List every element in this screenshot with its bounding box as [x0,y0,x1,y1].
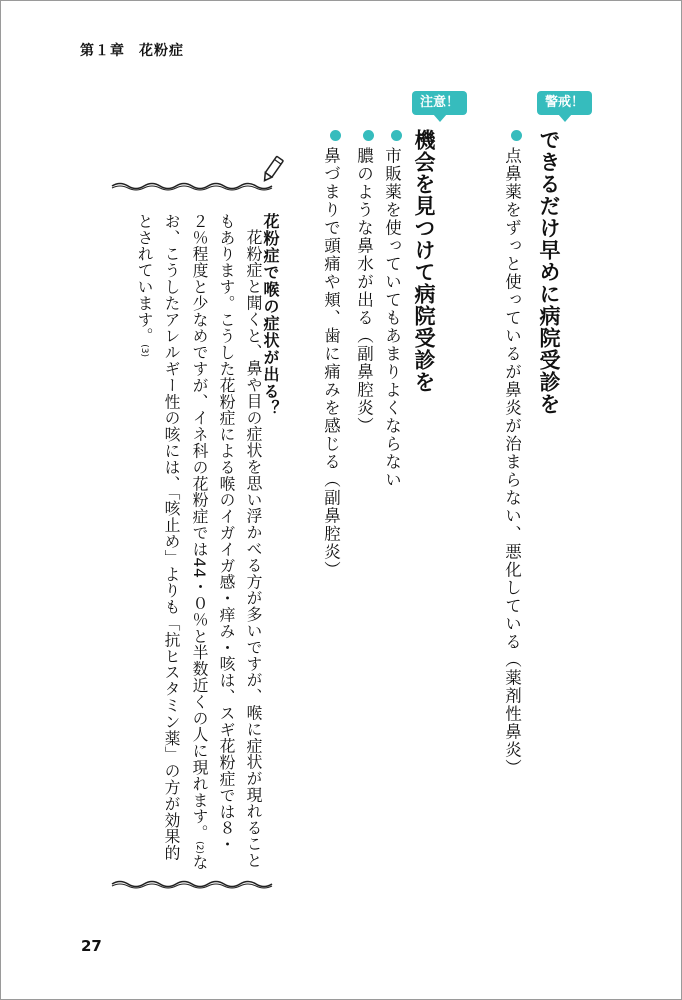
page-number: 27 [81,937,102,955]
bullet-dot-icon [391,130,402,141]
note-paragraph: 花粉症と聞くと、鼻や目の症状を思い浮かべる方が多いですが、喉に症状が現れることもあります。こうした花粉症による喉のイガイガ感・痒み・咳は、スギ花粉症では８・２％程度と少なめですが、イネ科の花粉症では44・０％と半数近くの人に現れます。(2)なお、こうしたアレルギー性の咳には、「咳止め」よりも「抗ヒスタミン薬」の方が効果的とされています。(3) [135,213,263,871]
warning-heading: できるだけ早めに病院受診を [537,129,561,415]
reference-mark: (2) [194,841,204,854]
bullet-dot-icon [330,130,341,141]
caution-item-text: 市販薬を使っていてもあまりよくならない [382,147,402,489]
caution-badge: 注意！ [412,91,467,115]
note-top-rule [110,178,282,192]
chapter-title: 花粉症 [139,43,184,59]
caution-item [355,130,374,435]
note-title: 花粉症で喉の症状が出る？ [261,213,280,417]
warning-item [503,130,522,777]
caution-item-text: 膿のような鼻水が出る（副鼻腔炎） [354,147,374,435]
caution-item-text: 鼻づまりで頭痛や頬、歯に痛みを感じる（副鼻腔炎） [321,147,341,579]
warning-item-text: 点鼻薬をずっと使っているが鼻炎が治まらない、悪化している（薬剤性鼻炎） [502,147,522,777]
warning-badge: 警戒！ [537,91,592,115]
pencil-icon [258,155,286,185]
bullet-dot-icon [511,130,522,141]
reference-mark: (3) [139,344,149,357]
caution-heading: 機会を見つけて病院受診を [412,129,436,393]
note-body [97,213,267,873]
running-head [80,40,184,60]
chapter-label: 第１章 [80,43,125,59]
note-bottom-rule [110,876,282,890]
bullet-dot-icon [363,130,374,141]
caution-item [322,130,341,579]
caution-item [383,130,402,489]
